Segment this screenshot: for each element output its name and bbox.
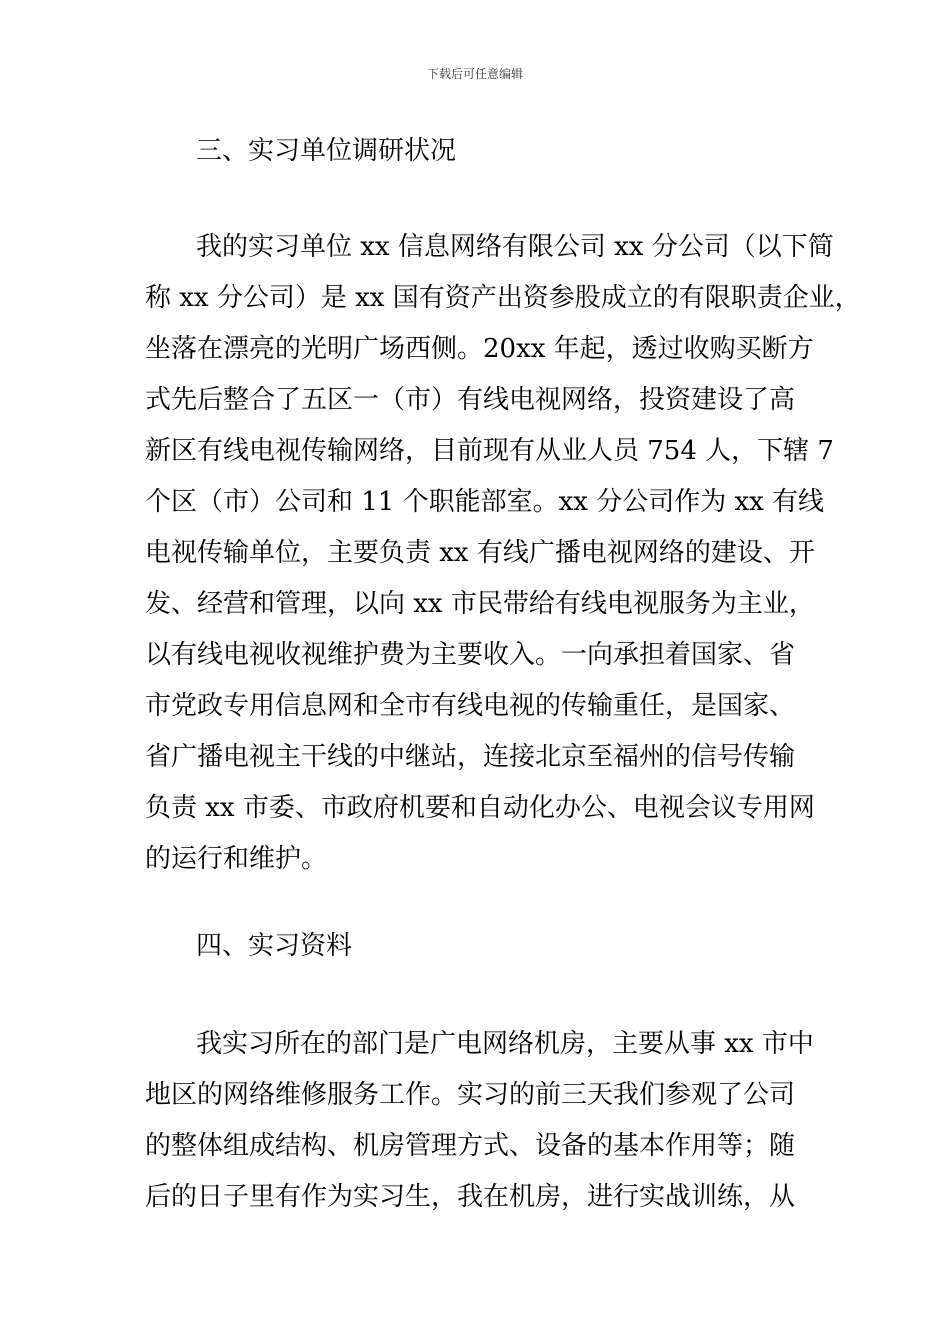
paragraph-line: 的整体组成结构、机房管理方式、设备的基本作用等；随 xyxy=(145,1131,796,1161)
header-note: 下载后可任意编辑 xyxy=(426,67,523,81)
section-4-paragraph xyxy=(145,1019,815,1223)
paragraph-line: 我实习所在的部门是广电网络机房，主要从事 xx 市中 xyxy=(196,1029,814,1059)
paragraph-line: 称 xx 分公司）是 xx 国有资产出资参股成立的有限职责企业， xyxy=(145,283,861,313)
paragraph-line: 负责 xx 市委、市政府机要和自动化办公、电视会议专用网 xyxy=(145,793,815,823)
paragraph-line: 市党政专用信息网和全市有线电视的传输重任，是国家、 xyxy=(145,691,796,721)
paragraph-line: 式先后整合了五区一（市）有线电视网络，投资建设了高 xyxy=(145,385,796,415)
section-3-heading: 三、实习单位调研状况 xyxy=(196,136,457,166)
paragraph-line: 后的日子里有作为实习生，我在机房，进行实战训练，从 xyxy=(145,1182,796,1212)
paragraph-line: 我的实习单位 xx 信息网络有限公司 xx 分公司（以下简 xyxy=(196,232,834,262)
section-4-heading: 四、实习资料 xyxy=(196,931,353,961)
paragraph-line: 坐落在漂亮的光明广场西侧。20xx 年起，透过收购买断方 xyxy=(145,334,814,364)
paragraph-line: 电视传输单位，主要负责 xx 有线广播电视网络的建设、开 xyxy=(145,538,815,568)
paragraph-line: 的运行和维护。 xyxy=(145,844,328,874)
paragraph-line: 新区有线电视传输网络，目前现有从业人员 754 人，下辖 7 xyxy=(145,436,834,466)
paragraph-line: 地区的网络维修服务工作。实习的前三天我们参观了公司 xyxy=(145,1080,796,1110)
paragraph-line: 个区（市）公司和 11 个职能部室。xx 分公司作为 xx 有线 xyxy=(145,487,825,517)
paragraph-line: 以有线电视收视维护费为主要收入。一向承担着国家、省 xyxy=(145,640,796,670)
paragraph-line: 省广播电视主干线的中继站，连接北京至福州的信号传输 xyxy=(145,742,796,772)
section-3-paragraph xyxy=(145,222,861,885)
paragraph-line: 发、经营和管理，以向 xx 市民带给有线电视服务为主业， xyxy=(145,589,815,619)
